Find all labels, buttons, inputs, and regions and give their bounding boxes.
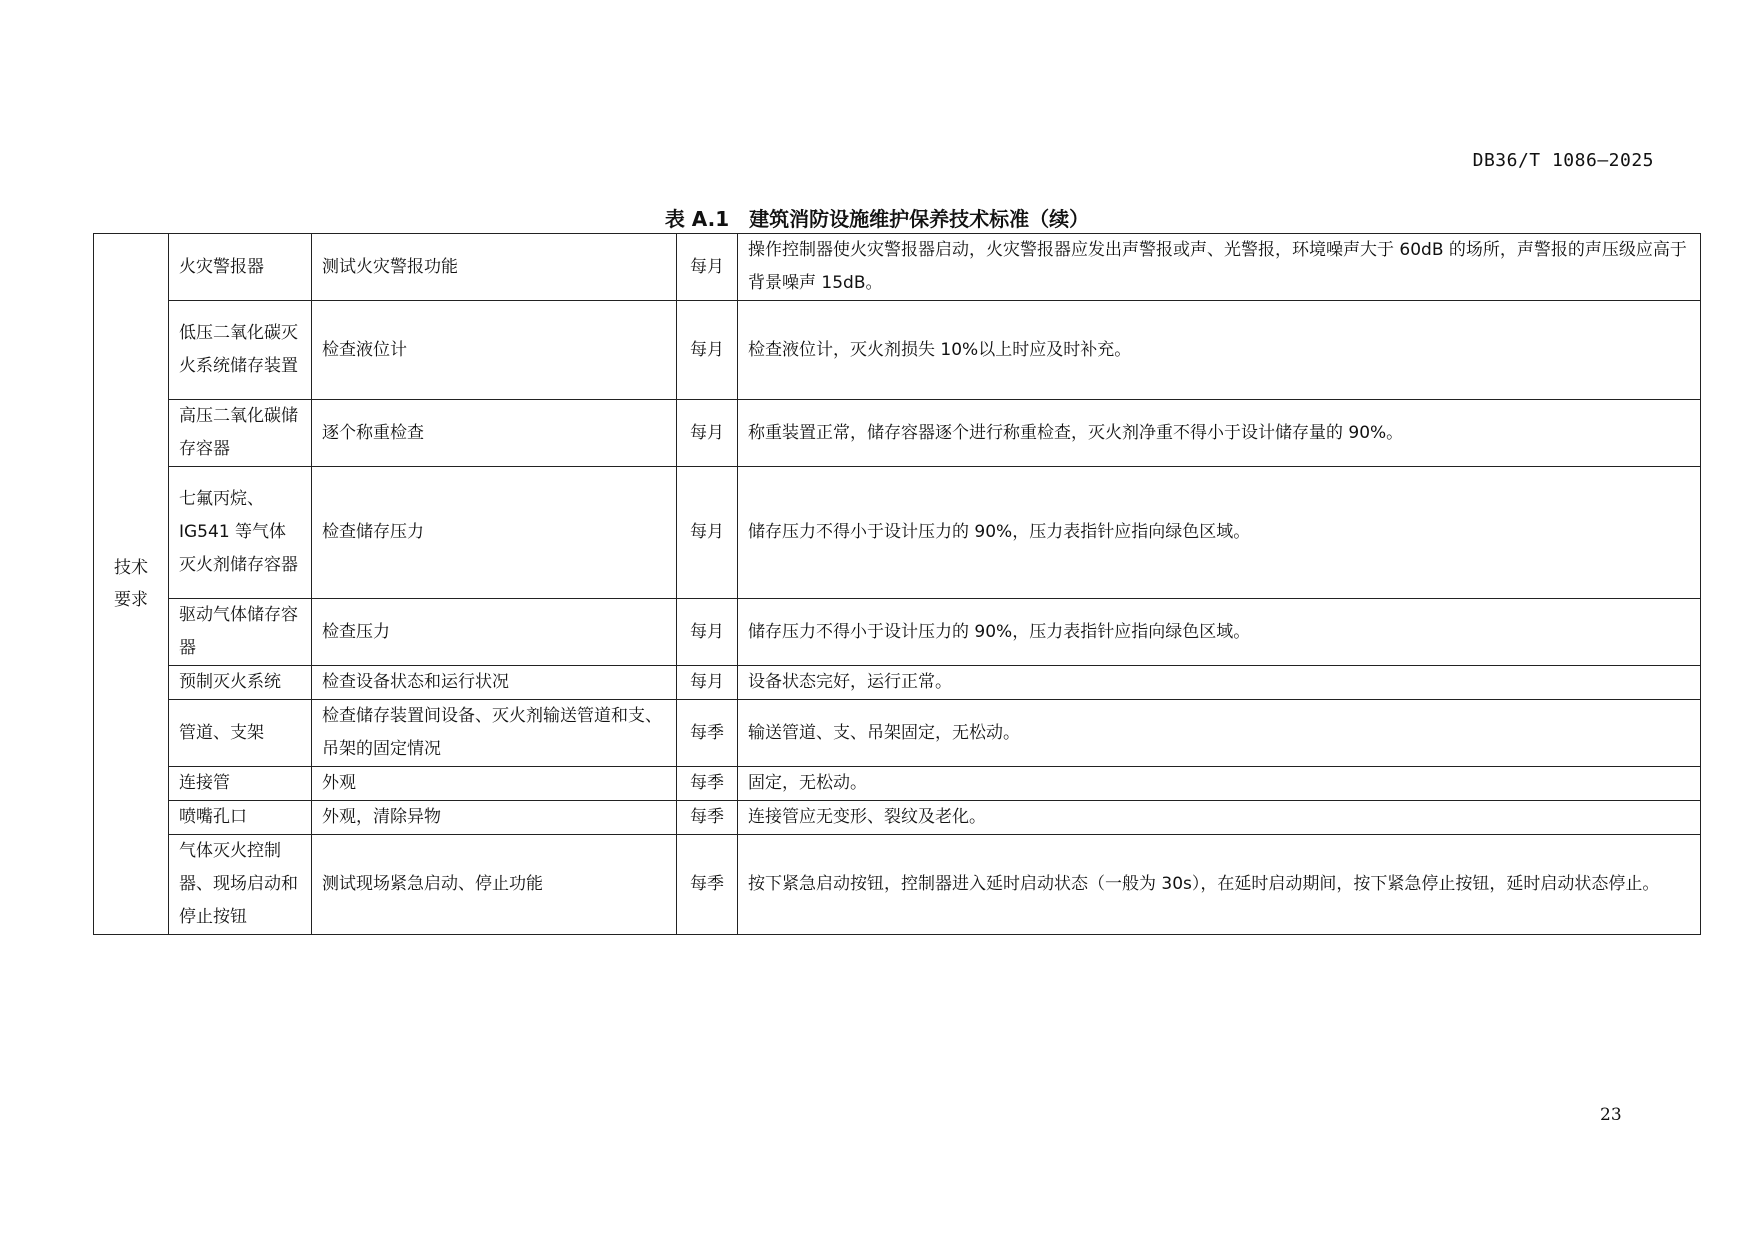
table-row (94, 467, 1701, 599)
table-row (94, 400, 1701, 467)
maintenance-table-container (93, 233, 1700, 935)
frequency-cell: 每季 (677, 700, 738, 767)
frequency-cell: 每月 (677, 301, 738, 400)
item-name-cell: 连接管 (169, 767, 312, 801)
table-row (94, 666, 1701, 700)
item-name-cell: 七氟丙烷、IG541 等气体灭火剂储存容器 (169, 467, 312, 599)
maintenance-content-cell: 测试火灾警报功能 (312, 234, 677, 301)
frequency-cell: 每月 (677, 467, 738, 599)
document-number: DB36/T 1086—2025 (1472, 150, 1654, 171)
item-name-cell: 高压二氧化碳储存容器 (169, 400, 312, 467)
frequency-cell: 每月 (677, 666, 738, 700)
maintenance-content-cell: 逐个称重检查 (312, 400, 677, 467)
item-name-cell: 喷嘴孔口 (169, 801, 312, 835)
item-name-cell: 火灾警报器 (169, 234, 312, 301)
item-name-cell: 管道、支架 (169, 700, 312, 767)
table-row (94, 767, 1701, 801)
technical-requirement-cell: 储存压力不得小于设计压力的 90%，压力表指针应指向绿色区域。 (738, 467, 1701, 599)
frequency-cell: 每月 (677, 599, 738, 666)
maintenance-content-cell: 检查储存装置间设备、灭火剂输送管道和支、吊架的固定情况 (312, 700, 677, 767)
item-name-cell: 气体灭火控制器、现场启动和停止按钮 (169, 835, 312, 935)
frequency-cell: 每季 (677, 767, 738, 801)
table-row (94, 835, 1701, 935)
group-label-cell: 技术 要求 (94, 234, 169, 935)
table-row (94, 700, 1701, 767)
technical-requirement-cell: 检查液位计，灭火剂损失 10%以上时应及时补充。 (738, 301, 1701, 400)
table-row (94, 234, 1701, 301)
maintenance-content-cell: 检查液位计 (312, 301, 677, 400)
technical-requirement-cell: 连接管应无变形、裂纹及老化。 (738, 801, 1701, 835)
frequency-cell: 每季 (677, 835, 738, 935)
table-body (94, 234, 1701, 935)
technical-requirement-cell: 输送管道、支、吊架固定，无松动。 (738, 700, 1701, 767)
frequency-cell: 每月 (677, 400, 738, 467)
technical-requirement-cell: 称重装置正常，储存容器逐个进行称重检查，灭火剂净重不得小于设计储存量的 90%。 (738, 400, 1701, 467)
frequency-cell: 每月 (677, 234, 738, 301)
maintenance-content-cell: 外观，清除异物 (312, 801, 677, 835)
table-row (94, 301, 1701, 400)
technical-requirement-cell: 固定，无松动。 (738, 767, 1701, 801)
maintenance-content-cell: 测试现场紧急启动、停止功能 (312, 835, 677, 935)
technical-requirement-cell: 设备状态完好，运行正常。 (738, 666, 1701, 700)
item-name-cell: 预制灭火系统 (169, 666, 312, 700)
maintenance-content-cell: 检查储存压力 (312, 467, 677, 599)
table-title: 表 A.1 建筑消防设施维护保养技术标准（续） (664, 207, 1090, 231)
frequency-cell: 每季 (677, 801, 738, 835)
page-number: 23 (1600, 1105, 1622, 1125)
table-row (94, 801, 1701, 835)
table-row (94, 599, 1701, 666)
item-name-cell: 驱动气体储存容器 (169, 599, 312, 666)
maintenance-content-cell: 检查设备状态和运行状况 (312, 666, 677, 700)
maintenance-content-cell: 外观 (312, 767, 677, 801)
maintenance-standards-table (93, 233, 1701, 935)
maintenance-content-cell: 检查压力 (312, 599, 677, 666)
technical-requirement-cell: 储存压力不得小于设计压力的 90%，压力表指针应指向绿色区域。 (738, 599, 1701, 666)
item-name-cell: 低压二氧化碳灭火系统储存装置 (169, 301, 312, 400)
technical-requirement-cell: 操作控制器使火灾警报器启动，火灾警报器应发出声警报或声、光警报，环境噪声大于 60dB 的场所，声警报的声压级应高于背景噪声 15dB。 (738, 234, 1701, 301)
technical-requirement-cell: 按下紧急启动按钮，控制器进入延时启动状态（一般为 30s），在延时启动期间，按下紧急停止按钮，延时启动状态停止。 (738, 835, 1701, 935)
